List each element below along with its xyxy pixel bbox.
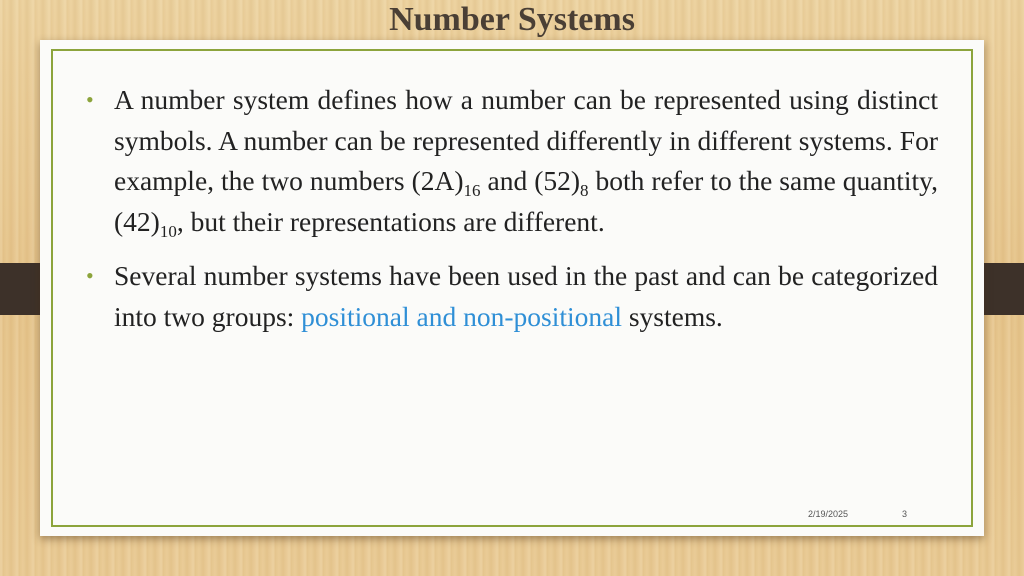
bullet-1-text-part-3: both refer to the same quantity, (42) [114,165,938,237]
bullet-1-text-part-1: A number system defines how a number can be represented using distinct symbols. A number can be represented differently in different systems. For example, the two numbers (2A) [114,84,938,196]
bullet-2-text-before: Several number systems have been used in the past and can be categorized into two groups: [114,260,938,332]
slide-content [72,80,938,351]
bullet-1-text-part-4: , but their representations are different. [176,205,605,237]
bullet-marker-icon: • [86,87,94,112]
bullet-2-highlight: positional and non-positional [301,300,622,332]
slide-title: Number Systems [389,1,635,38]
subscript-10: 10 [159,221,177,241]
bullet-marker-icon: • [86,263,94,288]
bullet-2-text-after: systems. [621,300,723,332]
footer-page-number: 3 [902,509,908,519]
subscript-16: 16 [463,181,481,200]
subscript-8: 8 [580,181,589,200]
bullet-1-text-part-2: and (52) [480,165,581,196]
bullet-item-1 [72,80,938,242]
bullet-item-2 [72,256,938,337]
footer-date: 2/19/2025 [808,509,849,519]
